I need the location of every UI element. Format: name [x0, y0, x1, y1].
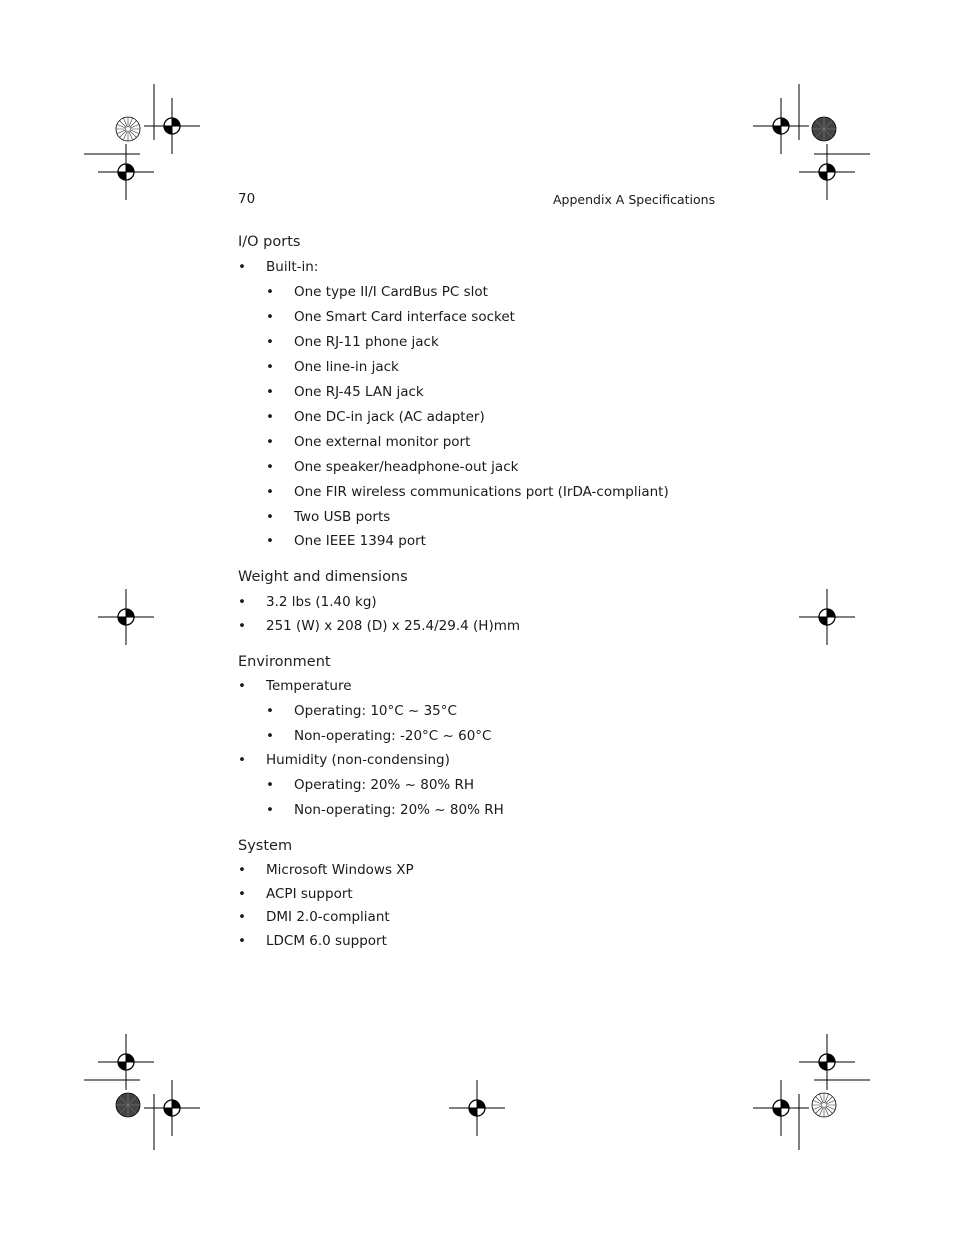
section-heading-environment: Environment — [238, 654, 331, 670]
list-item — [266, 384, 424, 400]
bullet-marker: • — [238, 618, 246, 634]
list-item-text: DMI 2.0-compliant — [266, 909, 390, 925]
list-item-text: One DC-in jack (AC adapter) — [294, 409, 485, 425]
list-item — [266, 434, 471, 450]
list-item-text: One RJ-45 LAN jack — [294, 384, 424, 400]
bullet-marker: • — [238, 678, 246, 694]
list-item — [266, 777, 475, 793]
bullet-marker: • — [266, 728, 274, 744]
bullet-marker: • — [266, 533, 274, 549]
section-heading-system: System — [238, 838, 293, 854]
list-item-text: One Smart Card interface socket — [294, 309, 515, 325]
bullet-marker: • — [238, 752, 246, 768]
list-item — [238, 259, 319, 275]
list-item-text: Built-in: — [266, 259, 319, 275]
list-item — [238, 862, 414, 878]
list-item — [266, 703, 457, 719]
list-item-text: Operating: 20% ~ 80% RH — [294, 777, 475, 793]
list-item-text: Operating: 10°C ~ 35°C — [294, 703, 457, 719]
bullet-marker: • — [266, 309, 274, 325]
list-item — [266, 334, 439, 350]
list-item-text: Non-operating: -20°C ~ 60°C — [294, 728, 492, 744]
list-item — [238, 909, 390, 925]
list-item-text: Non-operating: 20% ~ 80% RH — [294, 802, 504, 818]
list-item — [266, 728, 492, 744]
bullet-marker: • — [266, 509, 274, 525]
bullet-marker: • — [266, 434, 274, 450]
list-item-text: One RJ-11 phone jack — [294, 334, 439, 350]
list-item-text: One speaker/headphone-out jack — [294, 459, 519, 475]
list-item — [238, 752, 450, 768]
bullet-marker: • — [266, 459, 274, 475]
list-item — [238, 678, 352, 694]
list-item-text: One IEEE 1394 port — [294, 533, 426, 549]
list-item — [266, 484, 669, 500]
bullet-marker: • — [266, 777, 274, 793]
bullet-marker: • — [238, 933, 246, 949]
bullet-marker: • — [238, 259, 246, 275]
list-item — [266, 533, 426, 549]
bullet-marker: • — [266, 359, 274, 375]
list-item-text: 3.2 lbs (1.40 kg) — [266, 594, 377, 610]
list-item-text: Microsoft Windows XP — [266, 862, 414, 878]
list-item-text: One FIR wireless communications port (IrDA-compliant) — [294, 484, 669, 500]
bullet-marker: • — [266, 334, 274, 350]
list-item — [238, 933, 387, 949]
list-item — [238, 618, 521, 634]
list-item-text: Temperature — [266, 678, 352, 694]
section-heading-io-ports: I/O ports — [238, 234, 301, 250]
bullet-marker: • — [266, 284, 274, 300]
list-item — [266, 309, 515, 325]
bullet-marker: • — [238, 886, 246, 902]
list-item-text: Two USB ports — [294, 509, 391, 525]
list-item-text: 251 (W) x 208 (D) x 25.4/29.4 (H)mm — [266, 618, 521, 634]
section-heading-weight-dimensions: Weight and dimensions — [238, 569, 408, 585]
bullet-marker: • — [238, 594, 246, 610]
list-item — [266, 359, 399, 375]
list-item — [266, 509, 391, 525]
bullet-marker: • — [266, 802, 274, 818]
bullet-marker: • — [238, 909, 246, 925]
list-item-text: ACPI support — [266, 886, 353, 902]
list-item-text: LDCM 6.0 support — [266, 933, 387, 949]
bullet-marker: • — [266, 384, 274, 400]
list-item — [266, 802, 504, 818]
list-item — [238, 594, 377, 610]
bullet-marker: • — [266, 409, 274, 425]
list-item-text: One line-in jack — [294, 359, 399, 375]
bullet-marker: • — [238, 862, 246, 878]
list-item-text: One external monitor port — [294, 434, 471, 450]
list-item — [266, 284, 488, 300]
list-item — [266, 409, 485, 425]
list-item-text: One type II/I CardBus PC slot — [294, 284, 488, 300]
page-number: 70 — [238, 191, 256, 207]
bullet-marker: • — [266, 484, 274, 500]
list-item-text: Humidity (non-condensing) — [266, 752, 450, 768]
bullet-marker: • — [266, 703, 274, 719]
list-item — [266, 459, 519, 475]
list-item — [238, 886, 353, 902]
running-header: Appendix A Specifications — [553, 192, 716, 207]
